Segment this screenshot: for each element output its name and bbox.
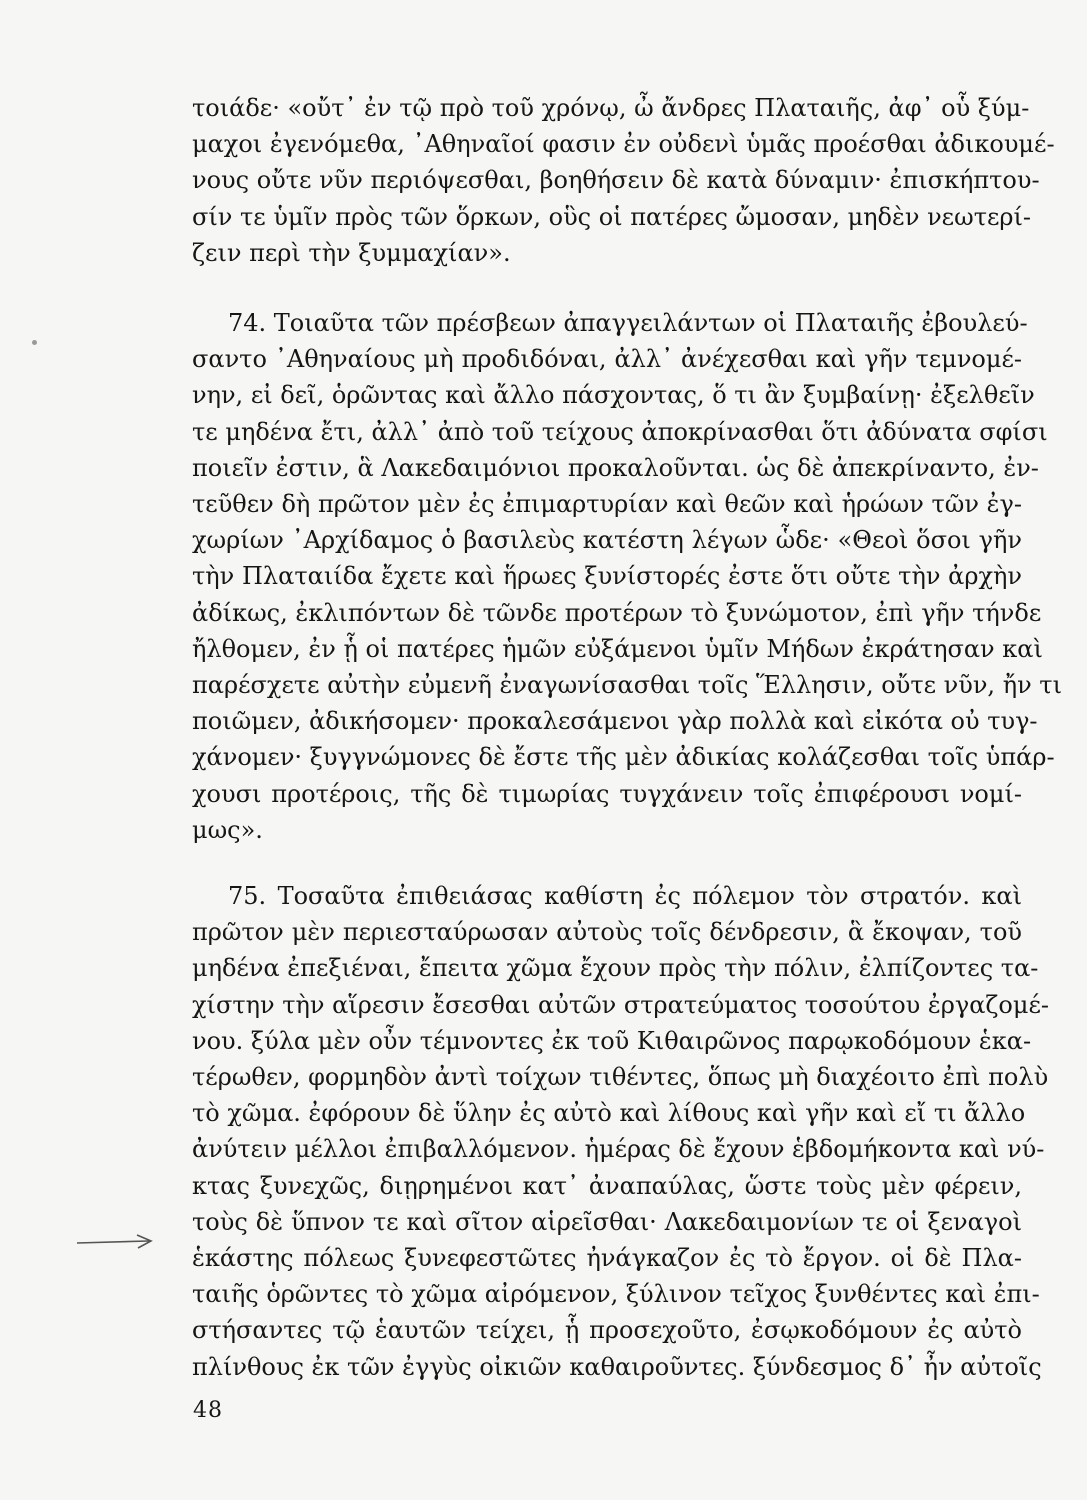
text-line: τὸ χῶμα. ἐφόρουν δὲ ὕλην ἐς αὐτὸ καὶ λίθους καὶ γῆν καὶ εἴ τι ἄλλο [192, 1099, 1026, 1128]
text-line: τοιάδε· «οὔτ᾽ ἐν τῷ πρὸ τοῦ χρόνῳ, ὦ ἄνδρες Πλαταιῆς, ἀφ᾽ οὗ ξύμ- [192, 94, 1030, 122]
text-line: σίν τε ὑμῖν πρὸς τῶν ὅρκων, οὓς οἱ πατέρες ὤμοσαν, μηδὲν νεωτερί- [192, 202, 1032, 231]
text-line: τε μηδένα ἔτι, ἀλλ᾽ ἀπὸ τοῦ τείχους ἀποκρίνασθαι ὅτι ἀδύνατα σφίσι [192, 417, 1048, 446]
text-line: τεῦθεν δὴ πρῶτον μὲν ἐς ἐπιμαρτυρίαν καὶ θεῶν καὶ ἡρώων τῶν ἐγ- [192, 490, 1022, 519]
text-line: ζειν περὶ τὴν ξυμμαχίαν». [192, 238, 511, 267]
text-line: πλίνθους ἐκ τῶν ἐγγὺς οἰκιῶν καθαιροῦντες. ξύνδεσμος δ᾽ ἦν αὐτοῖς [192, 1352, 1042, 1381]
text-line: πρῶτον μὲν περιεσταύρωσαν αὐτοὺς τοῖς δένδρεσιν, ἃ ἔκοψαν, τοῦ [192, 918, 1022, 947]
text-line: τέρωθεν, φορμηδὸν ἀντὶ τοίχων τιθέντες, ὅπως μὴ διαχέοιτο ἐπὶ πολὺ [192, 1063, 1049, 1092]
text-line: τὴν Πλαταιίδα ἔχετε καὶ ἥρωες ξυνίστορές ἐστε ὅτι οὔτε τὴν ἀρχὴν [192, 562, 1022, 591]
text-line: 75. Τοσαῦτα ἐπιθειάσας καθίστη ἐς πόλεμον τὸν στρατόν. καὶ [228, 882, 1022, 910]
text-line: ποιεῖν ἐστιν, ἃ Λακεδαιμόνιοι προκαλοῦνται. ὡς δὲ ἀπεκρίναντο, ἐν- [192, 453, 1039, 482]
text-line: νην, εἰ δεῖ, ὁρῶντας καὶ ἄλλο πάσχοντας, ὅ τι ἂν ξυμβαίνῃ· ἐξελθεῖν [192, 381, 1035, 410]
text-line: παρέσχετε αὐτὴν εὐμενῆ ἐναγωνίσασθαι τοῖς Ἕλλησιν, οὔτε νῦν, ἤν τι [192, 671, 1062, 700]
text-line: τοὺς δὲ ὕπνον τε καὶ σῖτον αἱρεῖσθαι· Λακεδαιμονίων τε οἱ ξεναγοὶ [192, 1207, 1022, 1236]
text-line: στήσαντες τῷ ἑαυτῶν τείχει, ᾗ προσεχοῦτο, ἐσῳκοδόμουν ἐς αὐτὸ [192, 1316, 1022, 1345]
text-line: χουσι προτέροις, τῆς δὲ τιμωρίας τυγχάνειν τοῖς ἐπιφέρουσι νομί- [192, 779, 1022, 808]
text-line: ποιῶμεν, ἀδικήσομεν· προκαλεσάμενοι γὰρ πολλὰ καὶ εἰκότα οὐ τυγ- [192, 707, 1038, 736]
text-line: ταιῆς ὁρῶντες τὸ χῶμα αἰρόμενον, ξύλινον τεῖχος ξυνθέντες καὶ ἐπι- [192, 1280, 1040, 1309]
text-line: ἤλθομεν, ἐν ᾗ οἱ πατέρες ἡμῶν εὐξάμενοι ὑμῖν Μήδων ἐκράτησαν καὶ [192, 634, 1043, 663]
text-line: νου. ξύλα μὲν οὖν τέμνοντες ἐκ τοῦ Κιθαιρῶνος παρῳκοδόμουν ἑκα- [192, 1026, 1032, 1055]
text-line: μαχοι ἐγενόμεθα, ᾽Αθηναῖοί φασιν ἐν οὐδενὶ ὑμᾶς προέσθαι ἀδικουμέ- [192, 130, 1055, 159]
text-line: σαντο ᾽Αθηναίους μὴ προδιδόναι, ἀλλ᾽ ἀνέχεσθαι καὶ γῆν τεμνομέ- [192, 345, 1022, 374]
text-line: χωρίων ᾽Αρχίδαμος ὁ βασιλεὺς κατέστη λέγων ὧδε· «Θεοὶ ὅσοι γῆν [192, 526, 1022, 555]
text-line: ἀδίκως, ἐκλιπόντων δὲ τῶνδε προτέρων τὸ ξυνώμοτον, ἐπὶ γῆν τήνδε [192, 598, 1042, 627]
paragraph-75 [192, 878, 1050, 1385]
text-line: χάνομεν· ξυγγνώμονες δὲ ἔστε τῆς μὲν ἀδικίας κολάζεσθαι τοῖς ὑπάρ- [192, 743, 1055, 772]
arrow-right-icon [75, 1232, 155, 1252]
text-line: ἑκάστης πόλεως ξυνεφεστῶτες ἠνάγκαζον ἐς τὸ ἔργον. οἱ δὲ Πλα- [192, 1244, 1022, 1273]
paragraph-1 [192, 90, 1055, 271]
paragraph-74 [192, 305, 1062, 848]
text-line: κτας ξυνεχῶς, διῃρημένοι κατ᾽ ἀναπαύλας, ὥστε τοὺς μὲν φέρειν, [192, 1171, 1022, 1200]
text-line: μως». [192, 815, 263, 844]
page-number: 48 [193, 1398, 223, 1423]
text-line: 74. Τοιαῦτα τῶν πρέσβεων ἀπαγγειλάντων οἱ Πλαταιῆς ἐβουλεύ- [228, 309, 1028, 337]
text-line: χίστην τὴν αἵρεσιν ἔσεσθαι αὐτῶν στρατεύματος τοσούτου ἐργαζομέ- [192, 990, 1050, 1019]
margin-mark [32, 340, 37, 345]
text-line: νους οὔτε νῦν περιόψεσθαι, βοηθήσειν δὲ κατὰ δύναμιν· ἐπισκήπτου- [192, 166, 1040, 195]
text-line: μηδένα ἐπεξιέναι, ἔπειτα χῶμα ἔχουν πρὸς τὴν πόλιν, ἐλπίζοντες τα- [192, 954, 1039, 983]
text-line: ἀνύτειν μέλλοι ἐπιβαλλόμενον. ἡμέρας δὲ ἔχουν ἑβδομήκοντα καὶ νύ- [192, 1135, 1045, 1164]
